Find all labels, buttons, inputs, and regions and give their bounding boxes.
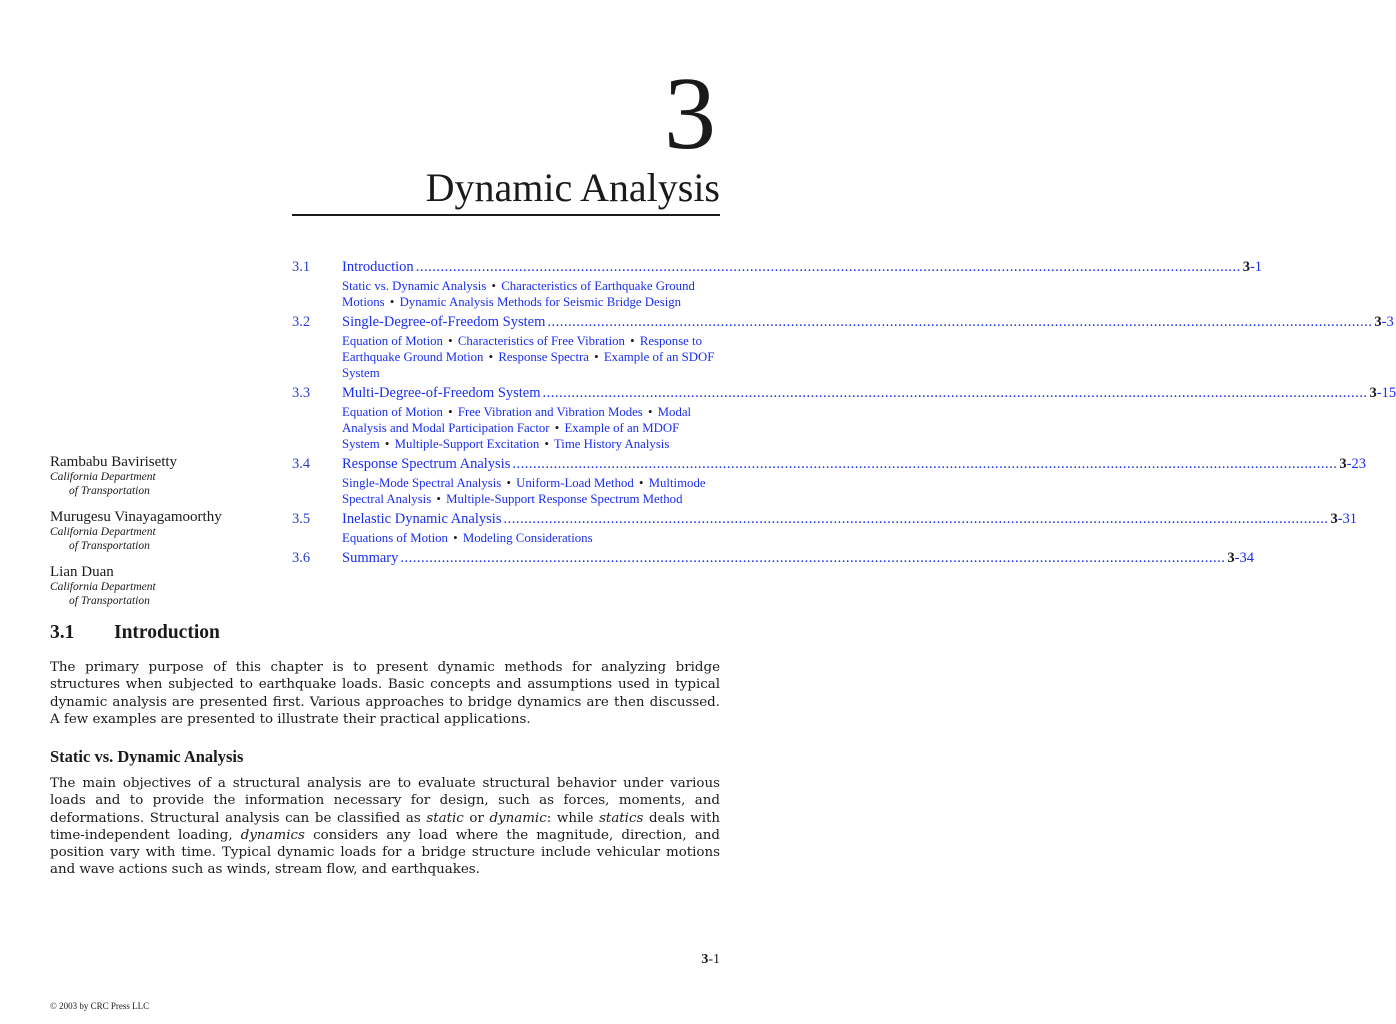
toc-subtopic-link[interactable]: Characteristics of Free Vibration: [457, 334, 625, 348]
text-run: The main objectives of a structural analysis are to evaluate structural behavior under various loads and to provide the information necessary for design, such as forces, moments, and deformations. Structural analysis can be classified as: [50, 776, 720, 826]
toc-subtopic-link[interactable]: Response to Earthquake Ground Motion: [342, 334, 703, 364]
toc-leader-dots: ........................................................................................................................................................................................................: [547, 314, 1373, 330]
affiliation-line: of Transportation: [69, 594, 150, 607]
toc-leader-dots: ........................................................................................................................................................................................................: [542, 385, 1368, 401]
toc-page-chapter: 3: [1374, 314, 1382, 330]
toc-entry: [292, 258, 1263, 310]
toc-page-chapter: 3: [1330, 511, 1338, 527]
toc-number: 3.6: [292, 550, 311, 566]
toc-subtopic-link[interactable]: Modeling Considerations: [462, 531, 593, 545]
toc-entry: [292, 455, 1366, 507]
toc-title: Introduction: [342, 259, 414, 275]
toc-subtopics: [342, 333, 720, 381]
toc-subtopic-link[interactable]: Characteristics of Earthquake Ground Motions: [342, 279, 695, 309]
author-name: Lian Duan: [50, 564, 114, 580]
toc-subtopics: [342, 475, 720, 507]
toc-subtopic-link[interactable]: Modal Analysis and Modal Participation Factor: [342, 405, 692, 435]
toc-number: 3.4: [292, 456, 311, 472]
toc-number: 3.2: [292, 314, 311, 330]
toc-entry: [292, 549, 1254, 568]
toc-leader-dots: ........................................................................................................................................................................................................: [415, 259, 1241, 275]
toc-subtopics: [342, 278, 720, 310]
copyright: © 2003 by CRC Press LLC: [50, 1001, 150, 1011]
bullet-separator: •: [453, 531, 458, 545]
chapter-number: 3: [664, 56, 716, 171]
toc-page-rest: -31: [1337, 511, 1358, 527]
toc-subtopic-link[interactable]: Example of an SDOF System: [342, 350, 715, 380]
toc-subtopic-link[interactable]: Free Vibration and Vibration Modes: [457, 405, 643, 419]
text-run: or: [463, 810, 490, 826]
section-title: Introduction: [114, 622, 220, 643]
static-dynamic-paragraph: [50, 775, 720, 879]
toc-page-rest: -15: [1376, 385, 1396, 401]
toc-subtopic-link[interactable]: Multimode Spectral Analysis: [342, 476, 706, 506]
author-list: [50, 453, 290, 618]
toc-page-rest: -34: [1234, 550, 1254, 566]
toc-page-number: [1227, 549, 1254, 568]
toc-subtopic-link[interactable]: Dynamic Analysis Methods for Seismic Bridge Design: [399, 295, 682, 309]
page-number-page: -1: [708, 952, 720, 967]
toc-page-number: [1339, 455, 1366, 474]
affiliation-line: California Department: [50, 526, 156, 538]
page-number: [701, 952, 720, 968]
toc-page-number: [1370, 384, 1396, 403]
bullet-separator: •: [594, 350, 599, 364]
intro-paragraph: The primary purpose of this chapter is to present dynamic methods for analyzing bridge structures when subjected to earthquake loads. Basic concepts and assumptions used in typical dynamic analysis are presented first. Various approaches to bridge dynamics are then discussed. A few examples are presented to illustrate their practical applications.: [50, 660, 720, 727]
bullet-separator: •: [647, 405, 653, 419]
toc-subtopics: [342, 530, 720, 546]
toc-link-3-1[interactable]: [292, 258, 1263, 277]
toc-link-3-5[interactable]: [292, 510, 1358, 529]
toc-link-3-4[interactable]: [292, 455, 1366, 474]
bullet-separator: •: [389, 295, 395, 309]
bullet-separator: •: [488, 350, 494, 364]
text-run: deals with time-independent loading,: [50, 810, 720, 843]
toc-page-chapter: 3: [1242, 259, 1250, 275]
emphasis-static: static: [426, 810, 464, 826]
toc-leader-dots: ........................................................................................................................................................................................................: [503, 511, 1329, 527]
emphasis-dynamics: dynamics: [240, 827, 305, 843]
toc-title: Multi-Degree-of-Freedom System: [342, 385, 541, 401]
toc-entry: [292, 510, 1358, 546]
toc-subtopic-link[interactable]: Equations of Motion: [342, 531, 448, 545]
author-affiliation: [50, 471, 290, 498]
bullet-separator: •: [554, 421, 560, 435]
author-block: [50, 563, 290, 608]
author-affiliation: [50, 581, 290, 608]
toc-title: Single-Degree-of-Freedom System: [342, 314, 546, 330]
subsection-heading: Static vs. Dynamic Analysis: [50, 747, 244, 766]
author-name: Rambabu Bavirisetty: [50, 454, 178, 470]
toc-subtopic-link[interactable]: Equation of Motion: [342, 334, 443, 348]
toc-link-3-3[interactable]: [292, 384, 1396, 403]
toc-subtopic-link[interactable]: Example of an MDOF System: [342, 421, 680, 451]
toc-title: Inelastic Dynamic Analysis: [342, 511, 502, 527]
author-block: [50, 453, 290, 498]
bullet-separator: •: [506, 476, 511, 490]
affiliation-line: of Transportation: [69, 484, 150, 497]
emphasis-dynamic: dynamic: [489, 810, 547, 826]
toc-page-number: [1243, 258, 1262, 277]
text-run: : while: [546, 810, 600, 826]
toc-page-rest: -1: [1249, 259, 1263, 275]
affiliation-line: of Transportation: [69, 539, 150, 552]
emphasis-statics: statics: [599, 810, 644, 826]
toc-page-rest: -23: [1346, 456, 1366, 472]
toc-subtopic-link[interactable]: Multiple-Support Response Spectrum Method: [446, 492, 683, 506]
author-name: Murugesu Vinayagamoorthy: [50, 509, 222, 525]
author-block: [50, 508, 290, 553]
toc-number: 3.1: [292, 259, 311, 275]
bullet-separator: •: [436, 492, 441, 506]
toc-subtopic-link[interactable]: Multiple-Support Excitation: [394, 437, 540, 451]
toc-subtopic-link[interactable]: Equation of Motion: [342, 405, 443, 419]
bullet-separator: •: [638, 476, 644, 490]
bullet-separator: •: [448, 405, 453, 419]
text-run: considers any load where the magnitude, direction, and position vary with time. Typical dynamic loads for a bridge structure include vehicular motions and wave actions such as winds, stream flow, and earthquakes.: [50, 827, 721, 878]
section-heading: [50, 622, 220, 644]
toc-page-number: [1374, 313, 1393, 332]
bullet-separator: •: [630, 334, 635, 348]
affiliation-line: California Department: [50, 581, 156, 593]
bullet-separator: •: [544, 437, 549, 451]
toc-subtopic-link[interactable]: Uniform-Load Method: [516, 476, 634, 490]
affiliation-line: California Department: [50, 471, 156, 483]
table-of-contents: [292, 258, 1396, 570]
bullet-separator: •: [491, 279, 496, 293]
section-number: 3.1: [50, 622, 75, 643]
toc-page-rest: -3: [1381, 314, 1394, 330]
author-affiliation: [50, 526, 290, 553]
toc-subtopics: [342, 404, 720, 452]
toc-page-chapter: 3: [1227, 550, 1235, 566]
toc-entry: [292, 313, 1394, 381]
toc-subtopic-link[interactable]: Single-Mode Spectral Analysis: [342, 476, 502, 490]
toc-subtopic-link[interactable]: Time History Analysis: [553, 437, 670, 451]
toc-link-3-6[interactable]: [292, 549, 1254, 568]
toc-subtopic-link[interactable]: Static vs. Dynamic Analysis: [342, 279, 487, 293]
toc-page-number: [1330, 510, 1357, 529]
toc-link-3-2[interactable]: [292, 313, 1394, 332]
toc-title: Response Spectrum Analysis: [342, 456, 511, 472]
toc-page-chapter: 3: [1339, 456, 1347, 472]
bullet-separator: •: [448, 334, 453, 348]
bullet-separator: •: [384, 437, 390, 451]
toc-number: 3.5: [292, 511, 311, 527]
toc-subtopic-link[interactable]: Response Spectra: [498, 350, 589, 364]
toc-page-chapter: 3: [1369, 385, 1377, 401]
toc-entry: [292, 384, 1396, 452]
page-number-chapter: 3: [701, 952, 709, 967]
chapter-title: Dynamic Analysis: [425, 165, 720, 210]
title-rule: [292, 214, 720, 216]
toc-number: 3.3: [292, 385, 311, 401]
toc-leader-dots: ........................................................................................................................................................................................................: [512, 456, 1338, 472]
toc-leader-dots: ........................................................................................................................................................................................................: [400, 550, 1226, 566]
toc-title: Summary: [342, 550, 399, 566]
